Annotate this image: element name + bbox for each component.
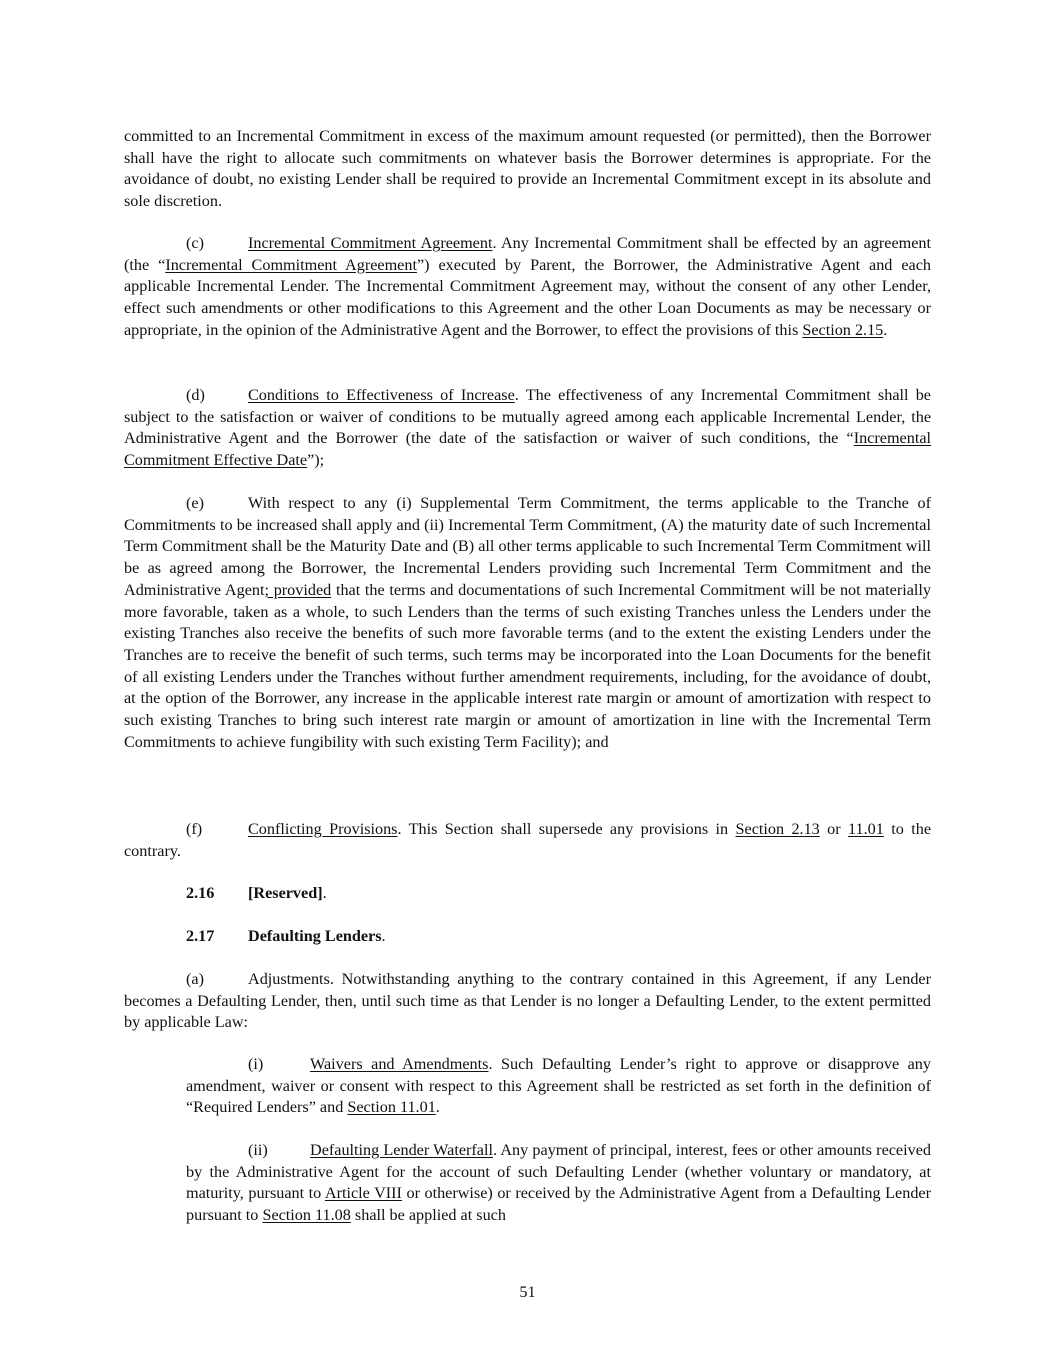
- clause-label: (c): [186, 234, 204, 252]
- section-reference: 11.01: [848, 820, 884, 838]
- section-2-16-heading: 2.16 [Reserved].: [124, 883, 931, 905]
- clause-label: (e): [186, 494, 204, 512]
- section-number: 2.17: [186, 927, 215, 945]
- clause-label: (f): [186, 820, 203, 838]
- clause-label: (d): [186, 386, 205, 404]
- clause-heading: Conflicting Provisions: [248, 820, 398, 838]
- section-reference: Section 11.08: [262, 1206, 351, 1225]
- clause-heading: Waivers and Amendments: [310, 1055, 489, 1073]
- clause-heading: Defaulting Lender Waterfall: [310, 1141, 493, 1159]
- defined-term: Incremental Commitment Effective Date: [124, 429, 931, 470]
- paragraph-c: (c) Incremental Commitment Agreement. Any Incremental Commitment shall be effected by an agreement (the “Incremental Commitment Agreement”) executed by Parent, the Borrower, the Administrative Agent and each applicable Incremental Lender. The Incremental Commitment Agreement may, without the consent of any other Lender, effect such amendments or other modifications to this Agreement and the other Loan Documents as may be necessary or appropriate, in the opinion of the Administrative Agent and the Borrower, to effect the provisions of this Section 2.15.: [124, 234, 931, 339]
- defined-term: Incremental Commitment Agreement: [165, 255, 417, 274]
- clause-heading: Conditions to Effectiveness of Increase: [248, 386, 515, 404]
- paragraph-e: (e) With respect to any (i) Supplemental Term Commitment, the terms applicable to the Tranche of Commitments to be increased shall apply and (ii) Incremental Term Commitment, (A) the maturity date of such Incremental Term Commitment shall be the Maturity Date and (B) all other terms applicable to such Incremental Term Commitment will be as agreed among the Borrower, the Incremental Lenders providing such Incremental Term Commitment and the Administrative Agent; provided that the terms and documentations of such Incremental Commitment will be not materially more favorable, taken as a whole, to such Lenders than the terms of such existing Tranches unless the Lenders under the existing Tranches also receive the benefits of such more favorable terms (and to the extent the existing Lenders under the Tranches are to receive the benefit of such terms, such terms may be incorporated into the Loan Documents for the benefit of all existing Lenders under the Tranches without further amendment requirements, including, for the avoidance of doubt, at the option of the Borrower, any increase in the applicable interest rate margin or amount of amortization with respect to such existing Tranches to bring such interest rate margin or amount of amortization in line with the Incremental Term Commitments to achieve fungibility with such existing Term Facility); and: [124, 494, 931, 751]
- paragraph-continuation: committed to an Incremental Commitment in excess of the maximum amount requested (or permitted), then the Borrower shall have the right to allocate such commitments on whatever basis the Borrower determines is appropriate. For the avoidance of doubt, no existing Lender shall be required to provide an Incremental Commitment except in its absolute and sole discretion.: [124, 127, 931, 211]
- paragraph-ii: (ii) Defaulting Lender Waterfall. Any payment of principal, interest, fees or other amounts received by the Administrative Agent for the account of such Defaulting Lender (whether voluntary or mandatory, at maturity, pursuant to Article VIII or otherwise) or received by the Administrative Agent from a Defaulting Lender pursuant to Section 11.08 shall be applied at such: [186, 1141, 931, 1225]
- section-title: [Reserved]: [248, 884, 323, 902]
- section-number: 2.16: [186, 884, 215, 902]
- paragraph-d: (d) Conditions to Effectiveness of Increase. The effectiveness of any Incremental Commitment shall be subject to the satisfaction or waiver of conditions to be mutually agreed among each applicable Incremental Lender, the Administrative Agent and the Borrower (the date of the satisfaction or waiver of such conditions, the “Incremental Commitment Effective Date”);: [124, 386, 931, 470]
- clause-heading: Incremental Commitment Agreement: [248, 234, 493, 252]
- section-reference: Section 11.01: [347, 1098, 436, 1117]
- paragraph-f: (f) Conflicting Provisions. This Section shall supersede any provisions in Section 2.13 or 11.01 to the contrary.: [124, 820, 932, 860]
- section-reference: Section 2.13: [735, 820, 820, 838]
- paragraph-i: (i) Waivers and Amendments. Such Defaulting Lender’s right to approve or disapprove any amendment, waiver or consent with respect to this Agreement shall be restricted as set forth in the definition of “Required Lenders” and Section 11.01.: [186, 1055, 931, 1117]
- article-reference: Article VIII: [324, 1184, 402, 1203]
- section-title: Defaulting Lenders: [248, 927, 382, 945]
- provided-term: ; provided: [264, 580, 332, 599]
- clause-label: (i): [248, 1055, 264, 1073]
- clause-label: (a): [186, 970, 204, 988]
- clause-label: (ii): [248, 1141, 268, 1159]
- section-2-17-heading: 2.17 Defaulting Lenders.: [124, 926, 931, 948]
- page-number: 51: [519, 1283, 536, 1301]
- section-reference: Section 2.15: [802, 320, 884, 339]
- paragraph-a: (a) Adjustments. Notwithstanding anything to the contrary contained in this Agreement, if any Lender becomes a Defaulting Lender, then, until such time as that Lender is no longer a Defaulting Lender, to the extent permitted by applicable Law:: [124, 970, 931, 1032]
